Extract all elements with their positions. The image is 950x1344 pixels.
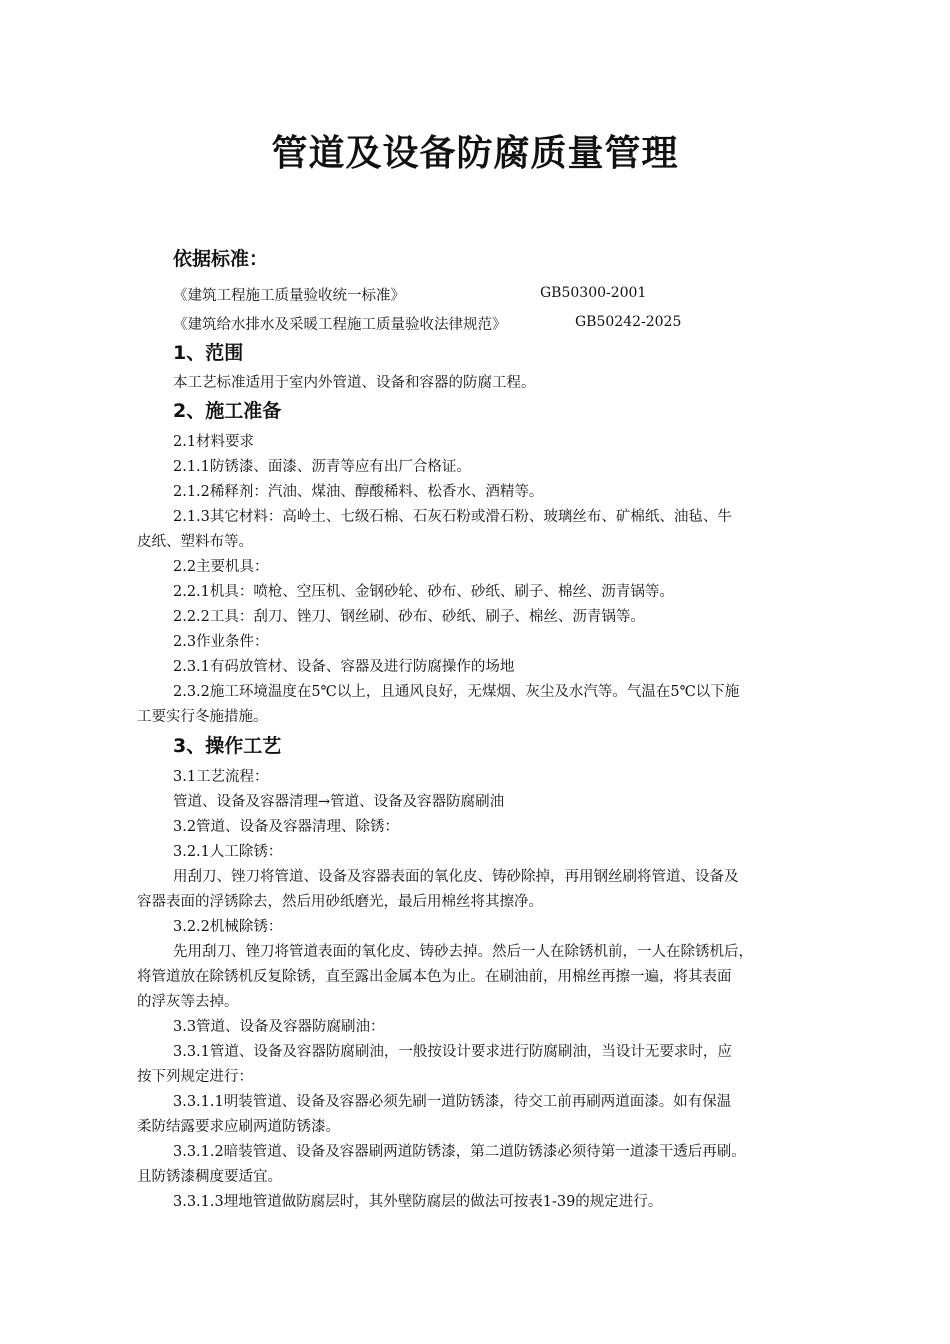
paragraph-line: 2.3作业条件： xyxy=(173,634,269,650)
paragraph-line: 2.3.2施工环境温度在5℃以上，且通风良好，无煤烟、灰尘及水汽等。气温在5℃以下施 xyxy=(173,684,740,700)
standard-name: 《建筑工程施工质量验收统一标准》 xyxy=(173,288,405,304)
paragraph-line: 3.2.2机械除锈： xyxy=(173,919,283,935)
paragraph-line: 柔防结露要求应刷两道防锈漆。 xyxy=(137,1119,340,1135)
paragraph-line: 管道、设备及容器清理→管道、设备及容器防腐刷油 xyxy=(173,794,505,810)
section-heading-operations: 3、操作工艺 xyxy=(173,735,282,757)
paragraph-line: 2.3.1有码放管材、设备、容器及进行防腐操作的场地 xyxy=(173,659,515,675)
paragraph-line: 2.1.3其它材料：高岭土、七级石棉、石灰石粉或滑石粉、玻璃丝布、矿棉纸、油毡、牛 xyxy=(173,509,732,525)
paragraph-line: 2.2.2工具：刮刀、锉刀、钢丝刷、砂布、砂纸、刷子、棉丝、沥青锅等。 xyxy=(173,609,645,625)
paragraph-line: 用刮刀、锉刀将管道、设备及容器表面的氧化皮、铸砂除掉，再用钢丝刷将管道、设备及 xyxy=(173,869,739,885)
paragraph-line: 工要实行冬施措施。 xyxy=(137,709,268,725)
paragraph-line: 的浮灰等去掉。 xyxy=(137,994,239,1010)
paragraph-line: 3.3.1.2暗装管道、设备及容器刷两道防锈漆，第二道防锈漆必须待第一道漆干透后再刷。 xyxy=(173,1144,746,1160)
paragraph-line: 2.1.1防锈漆、面漆、沥青等应有出厂合格证。 xyxy=(173,459,471,475)
paragraph-line: 2.2主要机具： xyxy=(173,559,269,575)
paragraph-line: 2.2.1机具：喷枪、空压机、金钢砂轮、砂布、砂纸、刷子、棉丝、沥青锅等。 xyxy=(173,584,674,600)
paragraph-line: 2.1材料要求 xyxy=(173,434,255,450)
paragraph-line: 且防锈漆稠度要适宜。 xyxy=(137,1169,282,1185)
paragraph-line: 容器表面的浮锈除去，然后用砂纸磨光，最后用棉丝将其擦净。 xyxy=(137,894,543,910)
paragraph-line: 按下列规定进行： xyxy=(137,1069,253,1085)
standard-code: GB50242-2025 xyxy=(575,314,682,330)
paragraph-line: 先用刮刀、锉刀将管道表面的氧化皮、铸砂去掉。然后一人在除锈机前，一人在除锈机后， xyxy=(173,944,753,960)
basis-heading: 依据标准： xyxy=(173,248,269,270)
paragraph-line: 3.3管道、设备及容器防腐刷油： xyxy=(173,1019,385,1035)
paragraph-line: 本工艺标准适用于室内外管道、设备和容器的防腐工程。 xyxy=(173,375,536,391)
page-title: 管道及设备防腐质量管理 xyxy=(271,133,679,174)
section-heading-preparation: 2、施工准备 xyxy=(173,400,282,422)
section-heading-scope: 1、范围 xyxy=(173,342,244,364)
paragraph-line: 将管道放在除锈机反复除锈，直至露出金属本色为止。在刷油前，用棉丝再擦一遍，将其表面 xyxy=(137,969,732,985)
paragraph-line: 3.1工艺流程： xyxy=(173,769,269,785)
standard-code: GB50300-2001 xyxy=(540,285,647,301)
standard-name: 《建筑给水排水及采暖工程施工质量验收法律规范》 xyxy=(173,317,507,333)
paragraph-line: 3.3.1.3埋地管道做防腐层时，其外壁防腐层的做法可按表1-39的规定进行。 xyxy=(173,1194,663,1210)
paragraph-line: 2.1.2稀释剂：汽油、煤油、醇酸稀料、松香水、酒精等。 xyxy=(173,484,544,500)
paragraph-line: 皮纸、塑料布等。 xyxy=(137,534,253,550)
paragraph-line: 3.2管道、设备及容器清理、除锈： xyxy=(173,819,400,835)
paragraph-line: 3.3.1.1明装管道、设备及容器必须先刷一道防锈漆，待交工前再刷两道面漆。如有保温 xyxy=(173,1094,732,1110)
paragraph-line: 3.2.1人工除锈： xyxy=(173,844,283,860)
paragraph-line: 3.3.1管道、设备及容器防腐刷油，一般按设计要求进行防腐刷油，当设计无要求时，应 xyxy=(173,1044,732,1060)
